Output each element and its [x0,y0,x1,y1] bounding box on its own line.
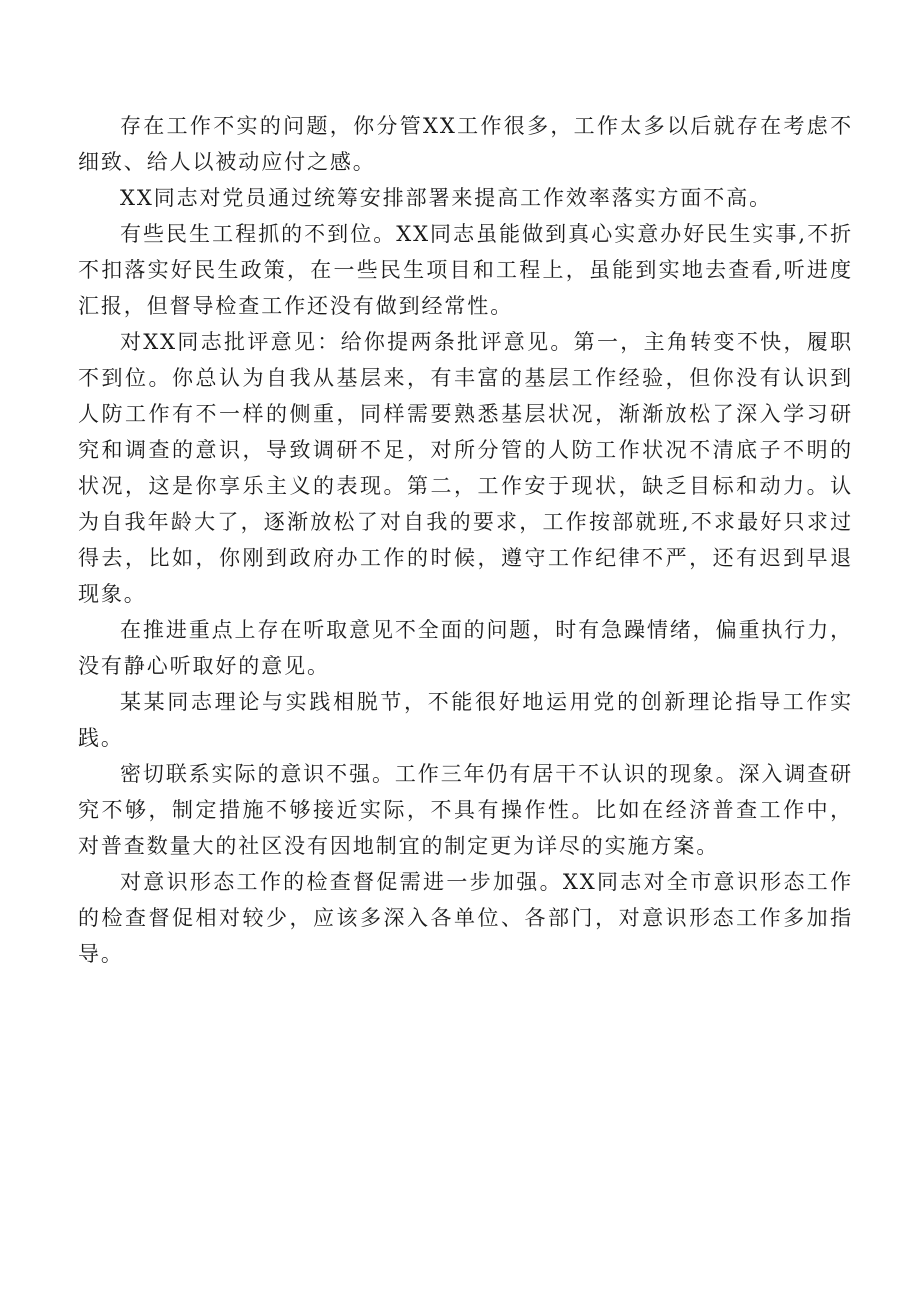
paragraph-6: 某某同志理论与实践相脱节，不能很好地运用党的创新理论指导工作实践。 [78,690,853,750]
paragraph-3: 有些民生工程抓的不到位。XX同志虽能做到真心实意办好民生实事,不折不扣落实好民生政策，在一些民生项目和工程上，虽能到实地去查看,听进度汇报，但督导检查工作还没有做到经常性。 [78,222,853,318]
paragraph-1: 存在工作不实的问题，你分管XX工作很多，工作太多以后就存在考虑不细致、给人以被动应付之感。 [78,114,853,174]
paragraph-5: 在推进重点上存在听取意见不全面的问题，时有急躁情绪，偏重执行力，没有静心听取好的意见。 [78,618,853,678]
document-body [78,108,853,972]
paragraph-7: 密切联系实际的意识不强。工作三年仍有居干不认识的现象。深入调查研究不够，制定措施不够接近实际，不具有操作性。比如在经济普查工作中，对普查数量大的社区没有因地制宜的制定更为详尽的实施方案。 [78,762,853,858]
paragraph-2: XX同志对党员通过统筹安排部署来提高工作效率落实方面不高。 [120,186,772,210]
paragraph-4: 对XX同志批评意见：给你提两条批评意见。第一，主角转变不快，履职不到位。你总认为自我从基层来，有丰富的基层工作经验，但你没有认识到人防工作有不一样的侧重，同样需要熟悉基层状况，渐渐放松了深入学习研究和调查的意识，导致调研不足，对所分管的人防工作状况不清底子不明的状况，这是你享乐主义的表现。第二，工作安于现状，缺乏目标和动力。认为自我年龄大了，逐渐放松了对自我的要求，工作按部就班,不求最好只求过得去，比如，你刚到政府办工作的时候，遵守工作纪律不严，还有迟到早退现象。 [78,330,853,606]
paragraph-8: 对意识形态工作的检查督促需进一步加强。XX同志对全市意识形态工作的检查督促相对较少，应该多深入各单位、各部门，对意识形态工作多加指导。 [78,870,853,966]
